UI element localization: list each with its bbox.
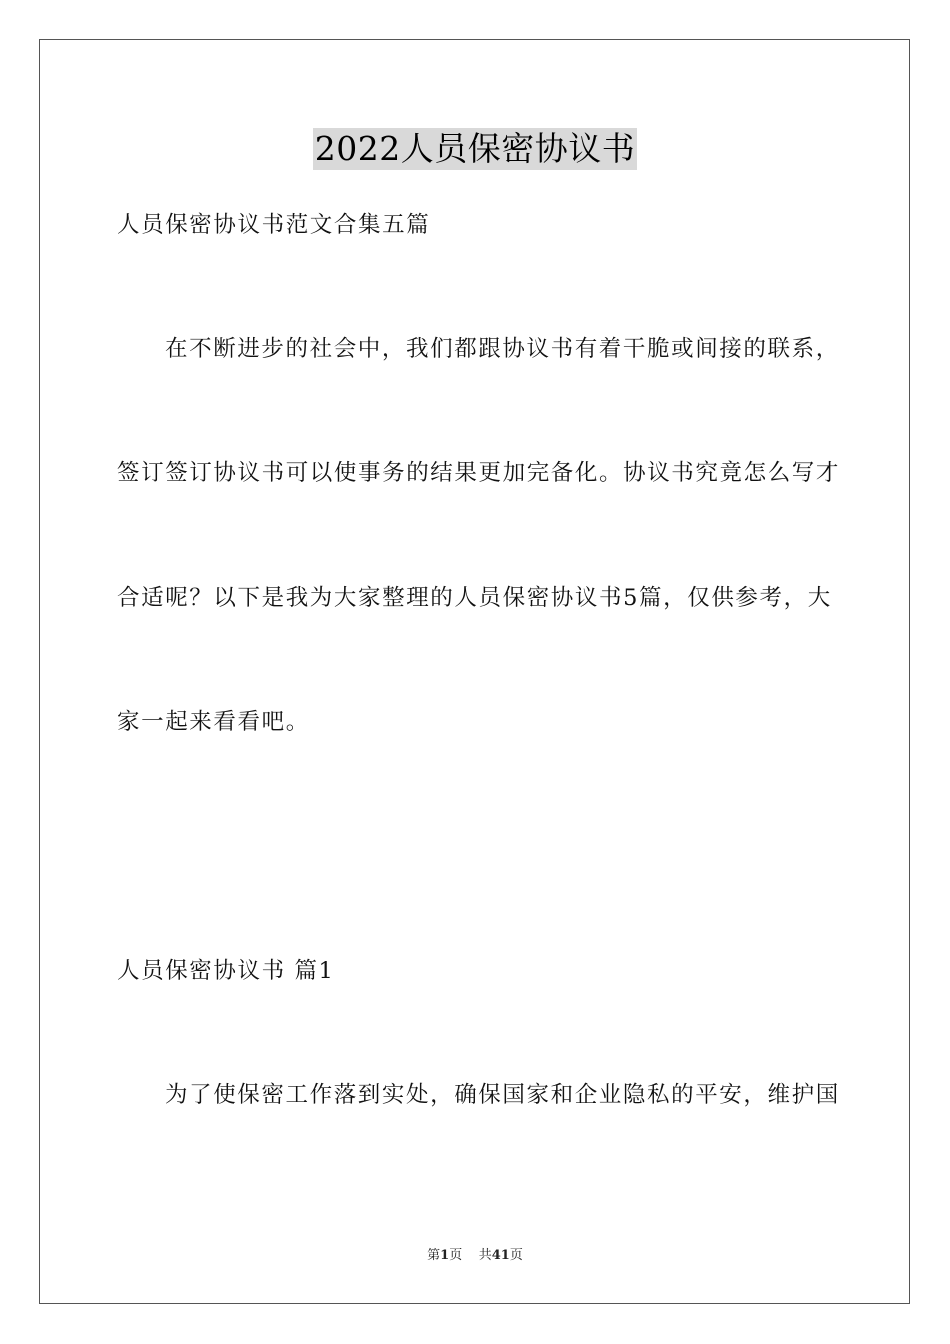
intro-line-3: 合适呢？以下是我为大家整理的人员保密协议书5篇，仅供参考，大 (117, 585, 832, 611)
section-first-line: 为了使保密工作落到实处，确保国家和企业隐私的平安，维护国 (165, 1082, 840, 1108)
document-subtitle: 人员保密协议书范文合集五篇 (117, 212, 431, 238)
footer-total-suffix: 页 (509, 1248, 523, 1263)
intro-line-1: 在不断进步的社会中，我们都跟协议书有着干脆或间接的联系， (165, 336, 840, 362)
section-heading: 人员保密协议书 篇1 (117, 958, 335, 984)
footer-page-total: 41 (491, 1248, 510, 1263)
footer-page-suffix: 页 (449, 1248, 463, 1263)
footer-total-prefix: 共 (478, 1248, 492, 1263)
page-footer (0, 1248, 950, 1264)
intro-line-4: 家一起来看看吧。 (117, 709, 310, 735)
footer-page-current: 1 (440, 1248, 450, 1263)
intro-line-2: 签订签订协议书可以使事务的结果更加完备化。协议书究竟怎么写才 (117, 460, 841, 486)
title-container (0, 128, 950, 170)
footer-page-prefix: 第 (427, 1248, 441, 1263)
document-title: 2022人员保密协议书 (314, 129, 636, 168)
